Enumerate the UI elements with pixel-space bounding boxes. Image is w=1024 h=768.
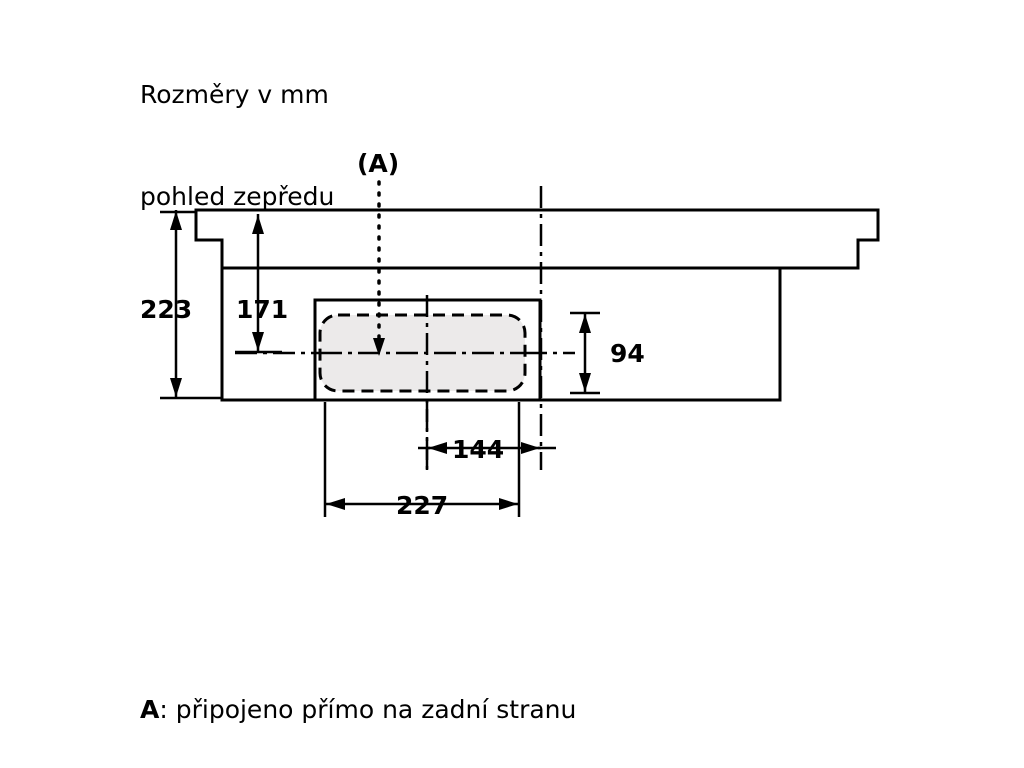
dimension-144-label: 144 (452, 435, 505, 464)
appliance-outline (196, 210, 878, 400)
footnote-text: : připojeno přímo na zadní stranu (159, 695, 577, 724)
footnote-marker: A (140, 695, 160, 724)
dimension-223-label: 223 (140, 295, 193, 324)
footnote (140, 694, 576, 726)
dimension-227-label: 227 (396, 491, 449, 520)
dimension-171-label: 171 (236, 295, 289, 324)
dimension-171 (235, 214, 282, 352)
title-line-1: Rozměry v mm (140, 80, 329, 109)
connection-box-dashed (320, 315, 525, 391)
dimension-94-label: 94 (610, 339, 645, 368)
callout-a-label: (A) (357, 149, 400, 178)
title-line-2: pohled zepředu (140, 182, 335, 211)
